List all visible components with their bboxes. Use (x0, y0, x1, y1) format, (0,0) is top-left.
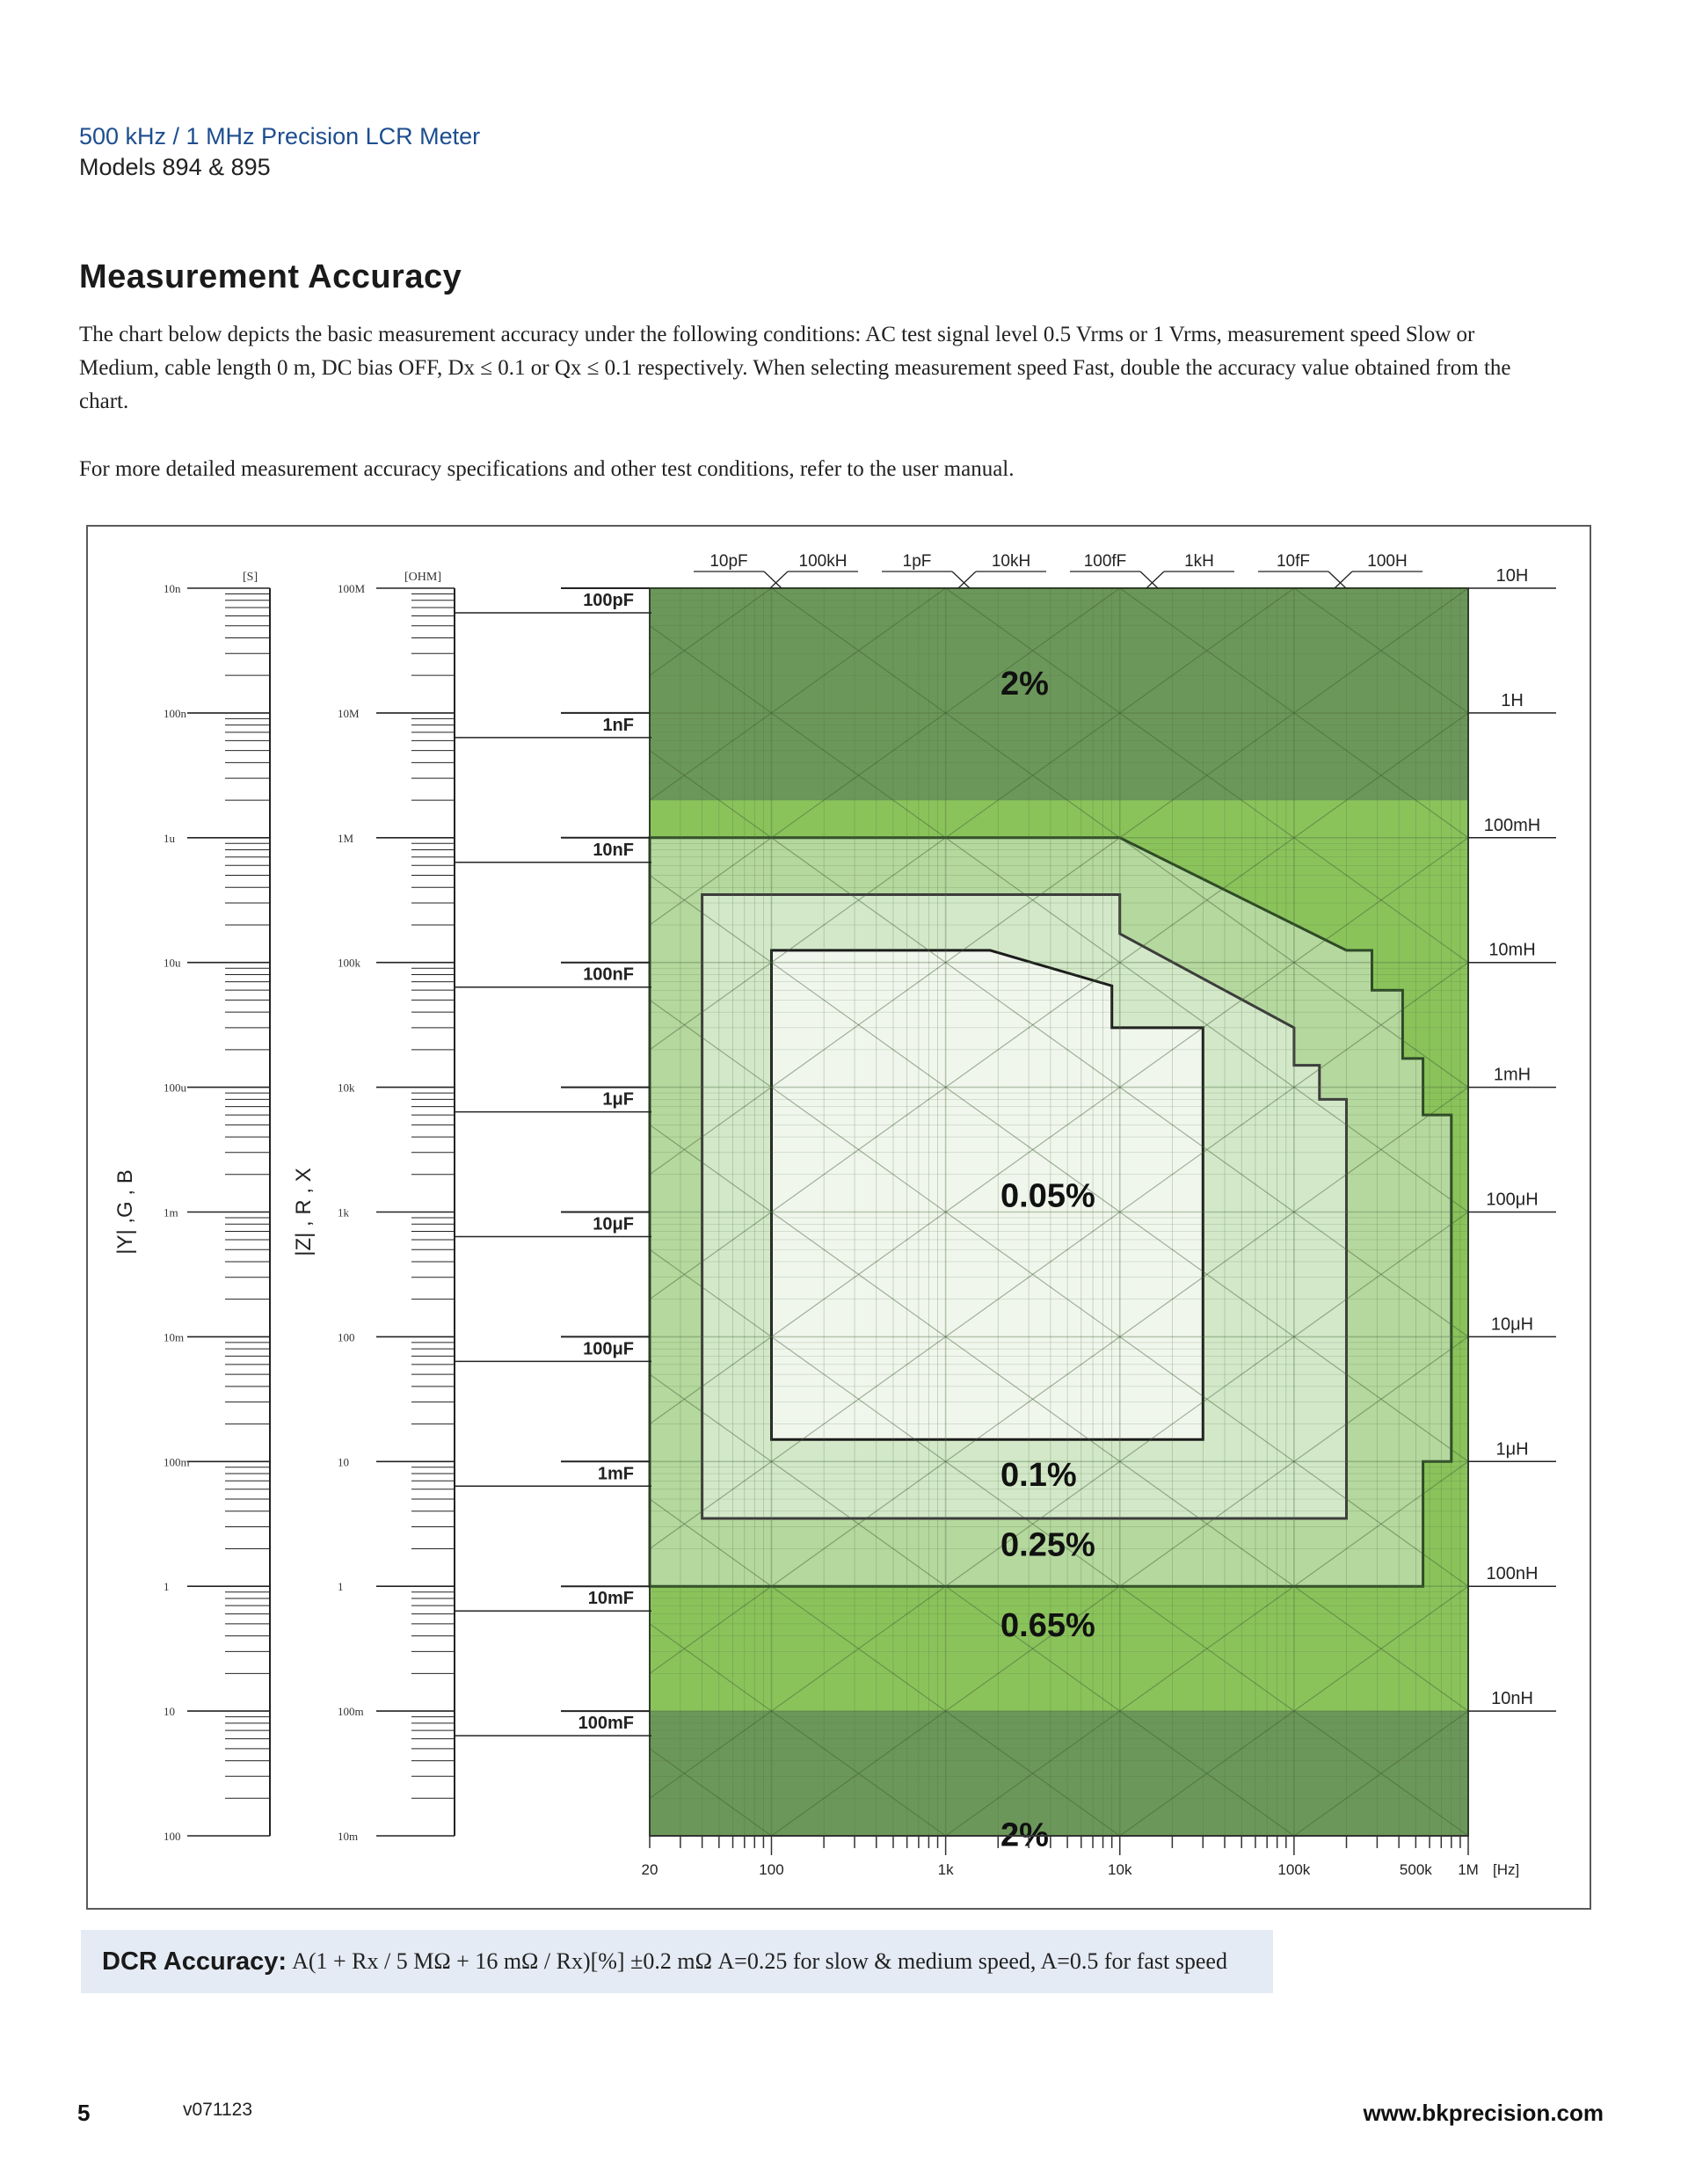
impedance-tick-label: 100m (338, 1705, 364, 1719)
impedance-tick-label: 1 (338, 1580, 344, 1594)
x-axis-unit: [Hz] (1493, 1861, 1520, 1878)
capacitance-diagonal (650, 1874, 1468, 1910)
inductance-label: 10μH (1490, 1314, 1534, 1335)
top-diagonal-label: 100kH (798, 552, 848, 571)
inductance-label: 100μH (1486, 1190, 1539, 1210)
top-diagonal-label: 1kH (1184, 552, 1214, 571)
capacitance-label: 10mF (587, 1589, 634, 1609)
impedance-tick-label: 10m (338, 1830, 359, 1843)
impedance-tick-label: 10k (338, 1081, 355, 1095)
header-title: 500 kHz / 1 MHz Precision LCR Meter (79, 123, 481, 149)
impedance-scale (292, 571, 455, 1843)
impedance-tick-label: 10 (338, 1455, 349, 1469)
section-heading: Measurement Accuracy (79, 258, 462, 295)
inductance-label: 1H (1501, 690, 1524, 710)
admittance-tick-label: 1 (164, 1580, 170, 1594)
inductance-label: 10mH (1488, 940, 1536, 960)
admittance-scale (113, 571, 270, 1843)
top-diagonal-label: 10kH (991, 552, 1031, 571)
top-diagonal-label: 1pF (902, 552, 932, 571)
accuracy-chart (86, 525, 1591, 1910)
capacitance-label: 100pF (583, 591, 634, 610)
capacitance-label: 100μF (583, 1339, 634, 1359)
admittance-tick-label: 1m (164, 1205, 178, 1219)
accuracy-label-ring2: 0.25% (1000, 1526, 1095, 1564)
x-tick-label: 100 (759, 1861, 784, 1878)
accuracy-label-bottom: 2% (1000, 1816, 1049, 1854)
capacitance-label: 100mF (578, 1714, 634, 1734)
top-diagonal-labels (694, 552, 1422, 588)
impedance-unit: [OHM] (404, 571, 441, 584)
capacitance-label: 1nF (602, 715, 634, 735)
dcr-formula: A(1 + Rx / 5 MΩ + 16 mΩ / Rx)[%] ±0.2 mΩ A=0.25 for slow & medium speed, A=0.5 for fast speed (292, 1948, 1227, 1974)
frequency-axis (642, 1836, 1520, 1878)
admittance-tick-label: 100n (164, 706, 186, 720)
admittance-tick-label: 10 (164, 1705, 175, 1719)
top-diagonal-label: 10pF (709, 552, 748, 571)
admittance-tick-label: 1u (164, 831, 175, 845)
top-diagonal-label: 100fF (1083, 552, 1127, 571)
top-diagonal-label: 10fF (1276, 552, 1311, 571)
website-url: www.bkprecision.com (1363, 2100, 1604, 2126)
admittance-axis-label: |Y| ,G , B (113, 1169, 137, 1255)
inductance-label: 1mH (1493, 1065, 1532, 1085)
capacitance-label: 100nF (583, 965, 634, 985)
admittance-tick-label: 100 (164, 1830, 181, 1843)
accuracy-label-top: 2% (1000, 665, 1049, 703)
impedance-tick-label: 100M (338, 582, 366, 595)
admittance-tick-label: 10u (164, 956, 181, 970)
admittance-tick-label: 10m (164, 1330, 185, 1344)
version-code: v071123 (183, 2100, 253, 2120)
x-tick-label: 500k (1399, 1861, 1432, 1878)
impedance-tick-label: 1M (338, 831, 354, 845)
conditions-paragraph: The chart below depicts the basic measurement accuracy under the following conditions: AC test signal level 0.5 Vrms or 1 Vrms, measurement speed Slow or Medium, cable length 0 m, DC bias OFF, Dx ≤ 0.1 or Qx ≤ 0.1 respectively. When selecting measurement speed Fast, double the accuracy value obtained from the chart. (79, 323, 1511, 413)
inductance-labels (1468, 566, 1556, 1711)
inductance-label: 100nH (1486, 1564, 1539, 1584)
admittance-tick-label: 100u (164, 1081, 186, 1095)
impedance-axis-label: |Z| , R , X (292, 1168, 316, 1256)
impedance-tick-label: 1k (338, 1205, 349, 1219)
capacitance-label: 10μF (593, 1214, 634, 1234)
impedance-tick-label: 10M (338, 706, 360, 720)
header-subtitle: Models 894 & 895 (79, 154, 271, 180)
accuracy-label-ring3: 0.65% (1000, 1606, 1095, 1644)
capacitance-label: 1mF (597, 1464, 634, 1484)
admittance-tick-label: 10n (164, 582, 181, 595)
impedance-tick-label: 100 (338, 1330, 355, 1344)
top-diagonal-label: 100H (1367, 552, 1408, 571)
capacitance-label: 10nF (593, 840, 634, 860)
accuracy-label-ring1: 0.1% (1000, 1457, 1077, 1495)
dcr-label: DCR Accuracy: (102, 1947, 287, 1976)
x-tick-label: 10k (1108, 1861, 1132, 1878)
inductance-label: 10H (1495, 566, 1529, 586)
manual-reference-paragraph: For more detailed measurement accuracy specifications and other test conditions, refer to the user manual. (79, 457, 1015, 481)
dcr-accuracy-box (81, 1930, 1273, 1993)
x-tick-label: 1k (937, 1861, 954, 1878)
inductance-label: 1μH (1495, 1439, 1529, 1460)
inductance-label: 100mH (1483, 815, 1541, 835)
capacitance-labels (455, 588, 651, 1736)
x-tick-label: 100k (1277, 1861, 1311, 1878)
page-number: 5 (77, 2100, 91, 2126)
accuracy-label-center: 0.05% (1000, 1177, 1095, 1215)
inductance-label: 10nH (1491, 1689, 1533, 1709)
admittance-unit: [S] (243, 571, 258, 584)
admittance-tick-label: 100m (164, 1455, 190, 1469)
impedance-tick-label: 100k (338, 956, 360, 970)
capacitance-label: 1μF (602, 1089, 634, 1110)
x-tick-label: 1M (1458, 1861, 1479, 1878)
x-tick-label: 20 (641, 1861, 658, 1878)
